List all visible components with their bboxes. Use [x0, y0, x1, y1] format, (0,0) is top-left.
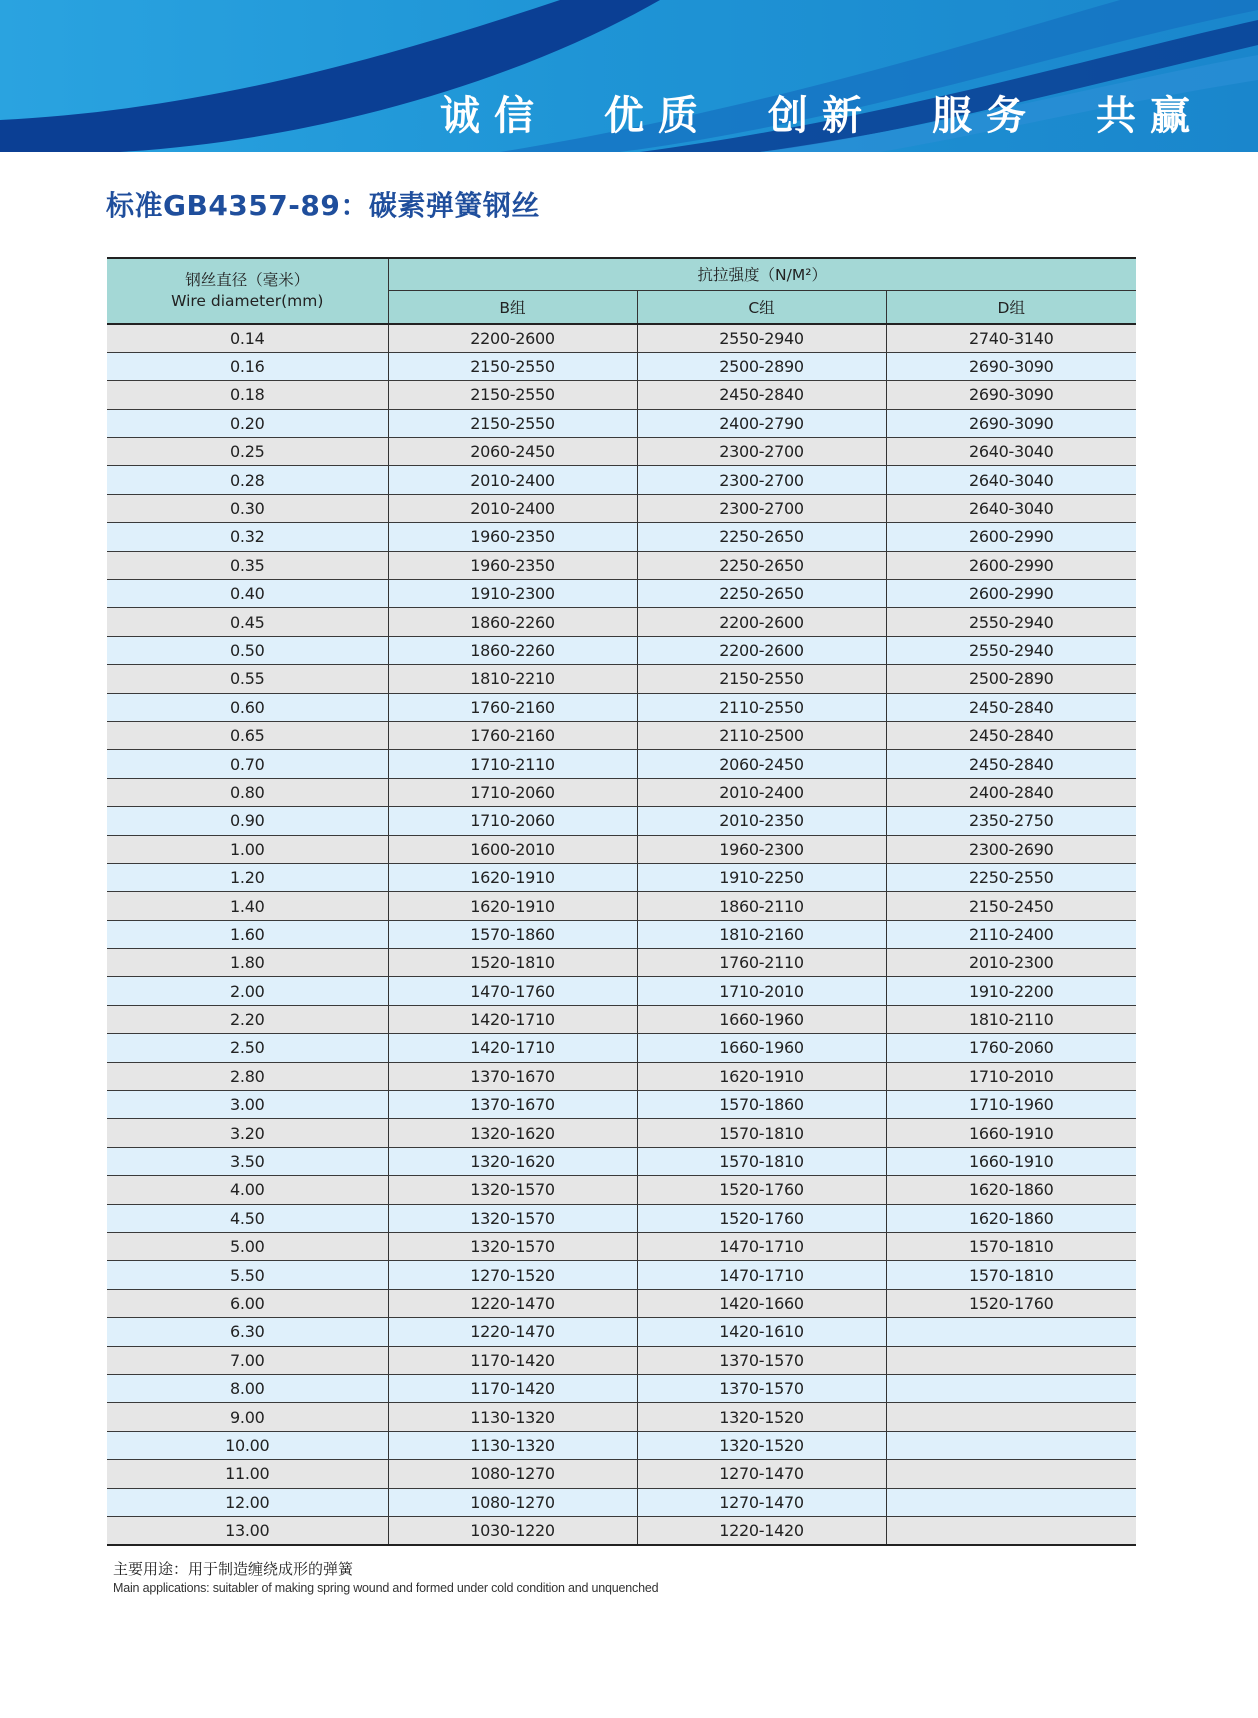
- diameter-cell: 0.30: [107, 494, 388, 522]
- slogan: [440, 88, 1204, 144]
- group-b-cell: 1130-1320: [388, 1431, 637, 1459]
- group-d-cell: 1710-2010: [886, 1062, 1136, 1090]
- group-c-cell: 1320-1520: [637, 1403, 886, 1431]
- group-d-cell: 1910-2200: [886, 977, 1136, 1005]
- group-d-cell: 1620-1860: [886, 1204, 1136, 1232]
- table-row: [107, 949, 1136, 977]
- group-c-cell: 2060-2450: [637, 750, 886, 778]
- group-c-cell: 1960-2300: [637, 835, 886, 863]
- table-row: [107, 1403, 1136, 1431]
- table-row: [107, 750, 1136, 778]
- table-row: [107, 1147, 1136, 1175]
- group-c-cell: 2110-2500: [637, 721, 886, 749]
- table-row: [107, 1460, 1136, 1488]
- group-c-cell: 1910-2250: [637, 863, 886, 891]
- group-b-cell: 2200-2600: [388, 324, 637, 352]
- group-c-cell: 1760-2110: [637, 949, 886, 977]
- group-d-cell: [886, 1346, 1136, 1374]
- diameter-cell: 8.00: [107, 1374, 388, 1402]
- diameter-cell: 0.20: [107, 409, 388, 437]
- group-c-cell: 1270-1470: [637, 1460, 886, 1488]
- slogan-word: 优质: [604, 93, 712, 139]
- table-row: [107, 438, 1136, 466]
- group-c-cell: 1270-1470: [637, 1488, 886, 1516]
- group-d-cell: 2450-2840: [886, 750, 1136, 778]
- group-d-cell: 1570-1810: [886, 1261, 1136, 1289]
- group-c-cell: 2110-2550: [637, 693, 886, 721]
- diameter-cell: 1.20: [107, 863, 388, 891]
- group-c-cell: 2010-2400: [637, 778, 886, 806]
- diameter-cell: 0.55: [107, 665, 388, 693]
- group-b-cell: 1420-1710: [388, 1005, 637, 1033]
- group-d-cell: 1620-1860: [886, 1176, 1136, 1204]
- group-d-cell: 2740-3140: [886, 324, 1136, 352]
- diameter-cell: 0.40: [107, 580, 388, 608]
- diameter-cell: 0.25: [107, 438, 388, 466]
- group-d-cell: 2450-2840: [886, 721, 1136, 749]
- group-c-cell: 1710-2010: [637, 977, 886, 1005]
- table-row: [107, 892, 1136, 920]
- diameter-cell: 0.50: [107, 636, 388, 664]
- group-b-cell: 1760-2160: [388, 721, 637, 749]
- diameter-cell: 13.00: [107, 1516, 388, 1544]
- group-d-cell: 2400-2840: [886, 778, 1136, 806]
- group-d-cell: 1660-1910: [886, 1147, 1136, 1175]
- table-row: [107, 494, 1136, 522]
- slogan-word: 创新: [768, 93, 876, 139]
- group-b-cell: 1420-1710: [388, 1034, 637, 1062]
- group-d-cell: 2150-2450: [886, 892, 1136, 920]
- table-row: [107, 1318, 1136, 1346]
- group-b-cell: 1370-1670: [388, 1062, 637, 1090]
- diameter-cell: 2.80: [107, 1062, 388, 1090]
- diameter-cell: 11.00: [107, 1460, 388, 1488]
- group-b-cell: 2150-2550: [388, 352, 637, 380]
- table-row: [107, 381, 1136, 409]
- group-b-cell: 1220-1470: [388, 1318, 637, 1346]
- group-c-cell: 2300-2700: [637, 466, 886, 494]
- group-d-cell: 2640-3040: [886, 438, 1136, 466]
- table-header: [107, 258, 1136, 324]
- table-row: [107, 1488, 1136, 1516]
- diameter-cell: 3.00: [107, 1091, 388, 1119]
- group-b-cell: 1270-1520: [388, 1261, 637, 1289]
- group-d-header: D组: [886, 290, 1136, 324]
- group-b-cell: 1810-2210: [388, 665, 637, 693]
- group-c-cell: 1860-2110: [637, 892, 886, 920]
- diameter-cell: 5.50: [107, 1261, 388, 1289]
- group-b-cell: 1320-1620: [388, 1119, 637, 1147]
- group-d-cell: 2550-2940: [886, 636, 1136, 664]
- diameter-cell: 0.65: [107, 721, 388, 749]
- group-c-cell: 2300-2700: [637, 494, 886, 522]
- table-row: [107, 807, 1136, 835]
- group-d-cell: 2600-2990: [886, 580, 1136, 608]
- group-c-cell: 1420-1660: [637, 1289, 886, 1317]
- group-c-cell: 1570-1810: [637, 1119, 886, 1147]
- group-d-cell: 2640-3040: [886, 466, 1136, 494]
- table-row: [107, 977, 1136, 1005]
- group-c-cell: 1810-2160: [637, 920, 886, 948]
- group-d-cell: 1710-1960: [886, 1091, 1136, 1119]
- group-c-cell: 2010-2350: [637, 807, 886, 835]
- diameter-cell: 1.00: [107, 835, 388, 863]
- diameter-column-header: [107, 258, 388, 324]
- table-row: [107, 324, 1136, 352]
- group-c-cell: 2250-2650: [637, 551, 886, 579]
- group-b-cell: 2010-2400: [388, 494, 637, 522]
- diameter-cell: 0.45: [107, 608, 388, 636]
- group-b-cell: 1760-2160: [388, 693, 637, 721]
- group-c-cell: 2250-2650: [637, 523, 886, 551]
- group-d-cell: 2500-2890: [886, 665, 1136, 693]
- group-b-cell: 1570-1860: [388, 920, 637, 948]
- group-c-cell: 1520-1760: [637, 1176, 886, 1204]
- diameter-cell: 0.60: [107, 693, 388, 721]
- diameter-cell: 0.18: [107, 381, 388, 409]
- table-row: [107, 1431, 1136, 1459]
- group-b-cell: 1620-1910: [388, 863, 637, 891]
- group-d-cell: 2010-2300: [886, 949, 1136, 977]
- group-c-header: C组: [637, 290, 886, 324]
- group-c-cell: 2550-2940: [637, 324, 886, 352]
- group-d-cell: 1520-1760: [886, 1289, 1136, 1317]
- group-c-cell: 2200-2600: [637, 636, 886, 664]
- group-c-cell: 1660-1960: [637, 1034, 886, 1062]
- group-c-cell: 1660-1960: [637, 1005, 886, 1033]
- group-b-cell: 1520-1810: [388, 949, 637, 977]
- group-d-cell: 2550-2940: [886, 608, 1136, 636]
- group-d-cell: 2110-2400: [886, 920, 1136, 948]
- group-d-cell: 2600-2990: [886, 551, 1136, 579]
- group-d-cell: 2300-2690: [886, 835, 1136, 863]
- group-c-cell: 1470-1710: [637, 1261, 886, 1289]
- group-b-cell: 1620-1910: [388, 892, 637, 920]
- group-b-cell: 1600-2010: [388, 835, 637, 863]
- group-c-cell: 2450-2840: [637, 381, 886, 409]
- diameter-cell: 3.20: [107, 1119, 388, 1147]
- group-d-cell: 2690-3090: [886, 352, 1136, 380]
- table-row: [107, 352, 1136, 380]
- table-row: [107, 1119, 1136, 1147]
- table-row: [107, 1176, 1136, 1204]
- group-b-cell: 1710-2060: [388, 807, 637, 835]
- diameter-cell: 0.16: [107, 352, 388, 380]
- usage-note-en: Main applications: suitabler of making spring wound and formed under cold condition and unquenched: [113, 1581, 659, 1595]
- group-b-cell: 1910-2300: [388, 580, 637, 608]
- group-c-cell: 1320-1520: [637, 1431, 886, 1459]
- diameter-cell: 4.00: [107, 1176, 388, 1204]
- group-d-cell: 1570-1810: [886, 1233, 1136, 1261]
- diameter-cell: 9.00: [107, 1403, 388, 1431]
- diameter-cell: 0.70: [107, 750, 388, 778]
- group-d-cell: 2600-2990: [886, 523, 1136, 551]
- table-row: [107, 580, 1136, 608]
- diameter-cell: 0.80: [107, 778, 388, 806]
- group-b-cell: 1470-1760: [388, 977, 637, 1005]
- group-d-cell: [886, 1460, 1136, 1488]
- group-d-cell: [886, 1403, 1136, 1431]
- group-c-cell: 1370-1570: [637, 1346, 886, 1374]
- group-c-cell: 2300-2700: [637, 438, 886, 466]
- group-b-cell: 2150-2550: [388, 409, 637, 437]
- group-d-cell: 2690-3090: [886, 381, 1136, 409]
- table-row: [107, 1091, 1136, 1119]
- usage-note-cn: 主要用途：用于制造缠绕成形的弹簧: [113, 1560, 354, 1578]
- table-row: [107, 920, 1136, 948]
- table-row: [107, 1374, 1136, 1402]
- group-d-cell: 2250-2550: [886, 863, 1136, 891]
- table-row: [107, 1516, 1136, 1544]
- group-b-cell: 1080-1270: [388, 1488, 637, 1516]
- diameter-cell: 0.14: [107, 324, 388, 352]
- group-d-cell: 1760-2060: [886, 1034, 1136, 1062]
- group-b-cell: 1080-1270: [388, 1460, 637, 1488]
- group-b-cell: 2010-2400: [388, 466, 637, 494]
- diameter-cell: 0.35: [107, 551, 388, 579]
- group-b-cell: 1860-2260: [388, 608, 637, 636]
- slogan-word: 服务: [932, 93, 1040, 139]
- group-d-cell: 1810-2110: [886, 1005, 1136, 1033]
- diameter-cell: 3.50: [107, 1147, 388, 1175]
- group-d-cell: [886, 1431, 1136, 1459]
- diameter-cell: 12.00: [107, 1488, 388, 1516]
- group-c-cell: 2500-2890: [637, 352, 886, 380]
- group-d-cell: 2640-3040: [886, 494, 1136, 522]
- group-c-cell: 1620-1910: [637, 1062, 886, 1090]
- diameter-cell: 0.90: [107, 807, 388, 835]
- group-c-cell: 1370-1570: [637, 1374, 886, 1402]
- group-c-cell: 1520-1760: [637, 1204, 886, 1232]
- group-d-cell: [886, 1374, 1136, 1402]
- page-title: 标准GB4357-89：碳素弹簧钢丝: [106, 189, 540, 222]
- table-row: [107, 608, 1136, 636]
- group-c-cell: 1220-1420: [637, 1516, 886, 1544]
- group-c-cell: 2250-2650: [637, 580, 886, 608]
- group-c-cell: 1570-1860: [637, 1091, 886, 1119]
- table-row: [107, 523, 1136, 551]
- group-b-cell: 1960-2350: [388, 523, 637, 551]
- group-b-header: B组: [388, 290, 637, 324]
- group-d-cell: [886, 1318, 1136, 1346]
- diameter-cell: 1.40: [107, 892, 388, 920]
- diameter-cell: 10.00: [107, 1431, 388, 1459]
- group-b-cell: 1370-1670: [388, 1091, 637, 1119]
- group-d-cell: 1660-1910: [886, 1119, 1136, 1147]
- group-d-cell: [886, 1516, 1136, 1544]
- group-c-cell: 1570-1810: [637, 1147, 886, 1175]
- table-row: [107, 863, 1136, 891]
- diameter-cell: 0.32: [107, 523, 388, 551]
- table-row: [107, 1346, 1136, 1374]
- group-c-cell: 1470-1710: [637, 1233, 886, 1261]
- diameter-cell: 5.00: [107, 1233, 388, 1261]
- group-d-cell: 2450-2840: [886, 693, 1136, 721]
- table-row: [107, 721, 1136, 749]
- diameter-cell: 6.30: [107, 1318, 388, 1346]
- table-row: [107, 778, 1136, 806]
- group-b-cell: 1220-1470: [388, 1289, 637, 1317]
- group-b-cell: 1320-1570: [388, 1176, 637, 1204]
- table-row: [107, 1233, 1136, 1261]
- group-c-cell: 1420-1610: [637, 1318, 886, 1346]
- header-banner: [0, 0, 1258, 152]
- diameter-cell: 4.50: [107, 1204, 388, 1232]
- diameter-cell: 2.50: [107, 1034, 388, 1062]
- group-d-cell: 2350-2750: [886, 807, 1136, 835]
- table-row: [107, 1005, 1136, 1033]
- table-row: [107, 1034, 1136, 1062]
- slogan-word: 诚信: [440, 93, 548, 139]
- group-b-cell: 2060-2450: [388, 438, 637, 466]
- tensile-strength-table: [107, 257, 1136, 1546]
- diameter-header-en: Wire diameter(mm): [171, 292, 324, 310]
- group-c-cell: 2400-2790: [637, 409, 886, 437]
- table-row: [107, 1062, 1136, 1090]
- diameter-cell: 2.00: [107, 977, 388, 1005]
- group-d-cell: [886, 1488, 1136, 1516]
- table-row: [107, 665, 1136, 693]
- table-row: [107, 1289, 1136, 1317]
- diameter-cell: 1.60: [107, 920, 388, 948]
- slogan-word: 共赢: [1096, 93, 1204, 139]
- diameter-header-cn: 钢丝直径（毫米）: [185, 271, 310, 289]
- group-b-cell: 1170-1420: [388, 1374, 637, 1402]
- table-row: [107, 551, 1136, 579]
- group-b-cell: 1130-1320: [388, 1403, 637, 1431]
- table-body: [107, 324, 1136, 1545]
- diameter-cell: 2.20: [107, 1005, 388, 1033]
- group-d-cell: 2690-3090: [886, 409, 1136, 437]
- group-b-cell: 1860-2260: [388, 636, 637, 664]
- table-row: [107, 466, 1136, 494]
- group-b-cell: 1710-2110: [388, 750, 637, 778]
- spec-table-container: [107, 257, 1136, 1546]
- table-row: [107, 1261, 1136, 1289]
- table-row: [107, 636, 1136, 664]
- table-row: [107, 1204, 1136, 1232]
- group-b-cell: 1710-2060: [388, 778, 637, 806]
- group-b-cell: 2150-2550: [388, 381, 637, 409]
- table-row: [107, 835, 1136, 863]
- group-c-cell: 2200-2600: [637, 608, 886, 636]
- table-row: [107, 693, 1136, 721]
- strength-group-header: 抗拉强度（N/M²）: [388, 258, 1136, 290]
- group-b-cell: 1320-1620: [388, 1147, 637, 1175]
- diameter-cell: 0.28: [107, 466, 388, 494]
- group-c-cell: 2150-2550: [637, 665, 886, 693]
- diameter-cell: 1.80: [107, 949, 388, 977]
- diameter-cell: 6.00: [107, 1289, 388, 1317]
- group-b-cell: 1030-1220: [388, 1516, 637, 1544]
- group-b-cell: 1320-1570: [388, 1204, 637, 1232]
- table-row: [107, 409, 1136, 437]
- group-b-cell: 1170-1420: [388, 1346, 637, 1374]
- diameter-cell: 7.00: [107, 1346, 388, 1374]
- group-b-cell: 1960-2350: [388, 551, 637, 579]
- group-b-cell: 1320-1570: [388, 1233, 637, 1261]
